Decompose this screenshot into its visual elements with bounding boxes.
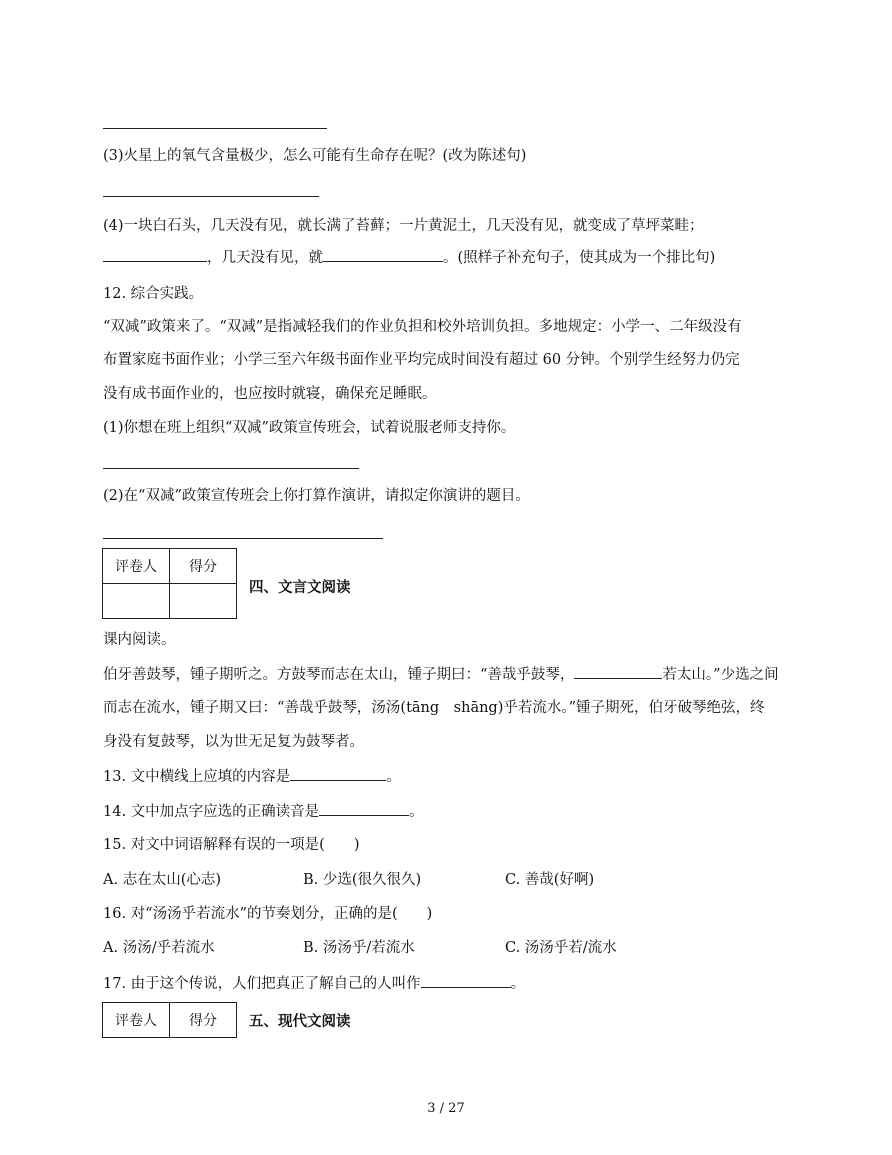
fill-blank[interactable]: [323, 247, 443, 262]
question-12-para1: “双减”政策来了。“双减”是指减轻我们的作业负担和校外培训负担。多地规定：小学一、二年级没有: [103, 319, 742, 335]
passage-line3: 身没有复鼓琴，以为世无足复为鼓琴者。: [103, 734, 364, 750]
answer-line[interactable]: [103, 468, 359, 469]
option-b[interactable]: B. 汤汤乎/若流水: [303, 940, 415, 956]
question-4-line1: (4)一块白石头，几天没有见，就长满了苔藓；一片黄泥土，几天没有见，就变成了草坪菜畦；: [103, 218, 704, 234]
option-c[interactable]: C. 汤汤乎若/流水: [505, 940, 617, 956]
question-4-line2: [103, 247, 715, 268]
fill-blank[interactable]: [290, 766, 386, 781]
grader-label: 评卷人: [103, 1003, 170, 1038]
score-label: 得分: [170, 549, 237, 584]
option-a[interactable]: A. 汤汤/乎若流水: [103, 940, 215, 956]
question-15: 15. 对文中词语解释有误的一项是( ): [103, 837, 360, 853]
answer-line[interactable]: [103, 538, 383, 539]
question-13: [103, 766, 401, 787]
question-16: 16. 对“汤汤乎若流水”的节奏划分，正确的是( ): [103, 906, 433, 922]
fill-blank[interactable]: [319, 801, 409, 816]
question-14-text: 14. 文中加点字应选的正确读音是: [103, 804, 320, 820]
grader-table-2: [102, 1002, 237, 1038]
section-title-2: 五、现代文阅读: [249, 1014, 351, 1030]
question-12-para2: 布置家庭书面作业；小学三至六年级书面作业平均完成时间没有超过 60 分钟。个别学生经努力仍完: [103, 352, 740, 368]
answer-line[interactable]: [103, 128, 327, 129]
question-12-para3: 没有成书面作业的，也应按时就寝，确保充足睡眠。: [103, 386, 437, 402]
answer-line[interactable]: [103, 196, 319, 197]
question-14: [103, 801, 424, 822]
question-13-text: 13. 文中横线上应填的内容是: [103, 769, 291, 785]
fill-blank[interactable]: [103, 247, 207, 262]
punct: 。: [409, 804, 424, 820]
fill-blank[interactable]: [574, 664, 662, 679]
reading-intro: 课内阅读。: [103, 632, 176, 648]
passage-line1: [103, 664, 779, 685]
option-a[interactable]: A. 志在太山(心志): [103, 872, 222, 888]
grader-label: 评卷人: [103, 549, 170, 584]
passage-line2: 而志在流水，锺子期又曰：“善哉乎鼓琴，汤汤(tāng shāng)乎若流水。”锺子期死，伯牙破琴绝弦，终: [103, 700, 765, 716]
question-15-options: [103, 870, 594, 890]
question-4-mid: ，几天没有见，就: [207, 250, 323, 266]
grader-cell[interactable]: [103, 584, 170, 619]
punct: 。: [510, 976, 526, 992]
score-label: 得分: [170, 1003, 237, 1038]
grader-table: [102, 548, 237, 619]
fill-blank[interactable]: [421, 973, 511, 988]
question-16-options: [103, 938, 617, 958]
passage-line1a: 伯牙善鼓琴，锺子期听之。方鼓琴而志在太山，锺子期曰：“善哉乎鼓琴，: [103, 667, 575, 683]
option-b[interactable]: B. 少选(很久很久): [303, 872, 422, 888]
section-title: 四、文言文阅读: [249, 580, 351, 596]
question-12-sub2: (2)在“双减”政策宣传班会上你打算作演讲，请拟定你演讲的题目。: [103, 488, 530, 504]
question-12-title: 12. 综合实践。: [103, 286, 204, 302]
question-12-sub1: (1)你想在班上组织“双减”政策宣传班会，试着说服老师支持你。: [103, 420, 516, 436]
question-4-end: 。(照样子补充句子，使其成为一个排比句): [443, 250, 716, 266]
question-17-text: 17. 由于这个传说，人们把真正了解自己的人叫作: [103, 976, 421, 992]
passage-line1b: 若太山。”少选之间: [662, 667, 779, 683]
question-17: [103, 973, 525, 994]
score-cell[interactable]: [170, 584, 237, 619]
page-number: 3 / 27: [427, 1101, 465, 1116]
punct: 。: [386, 769, 401, 785]
option-c[interactable]: C. 善哉(好啊): [505, 872, 595, 888]
question-3: (3)火星上的氧气含量极少，怎么可能有生命存在呢？(改为陈述句): [103, 148, 527, 164]
